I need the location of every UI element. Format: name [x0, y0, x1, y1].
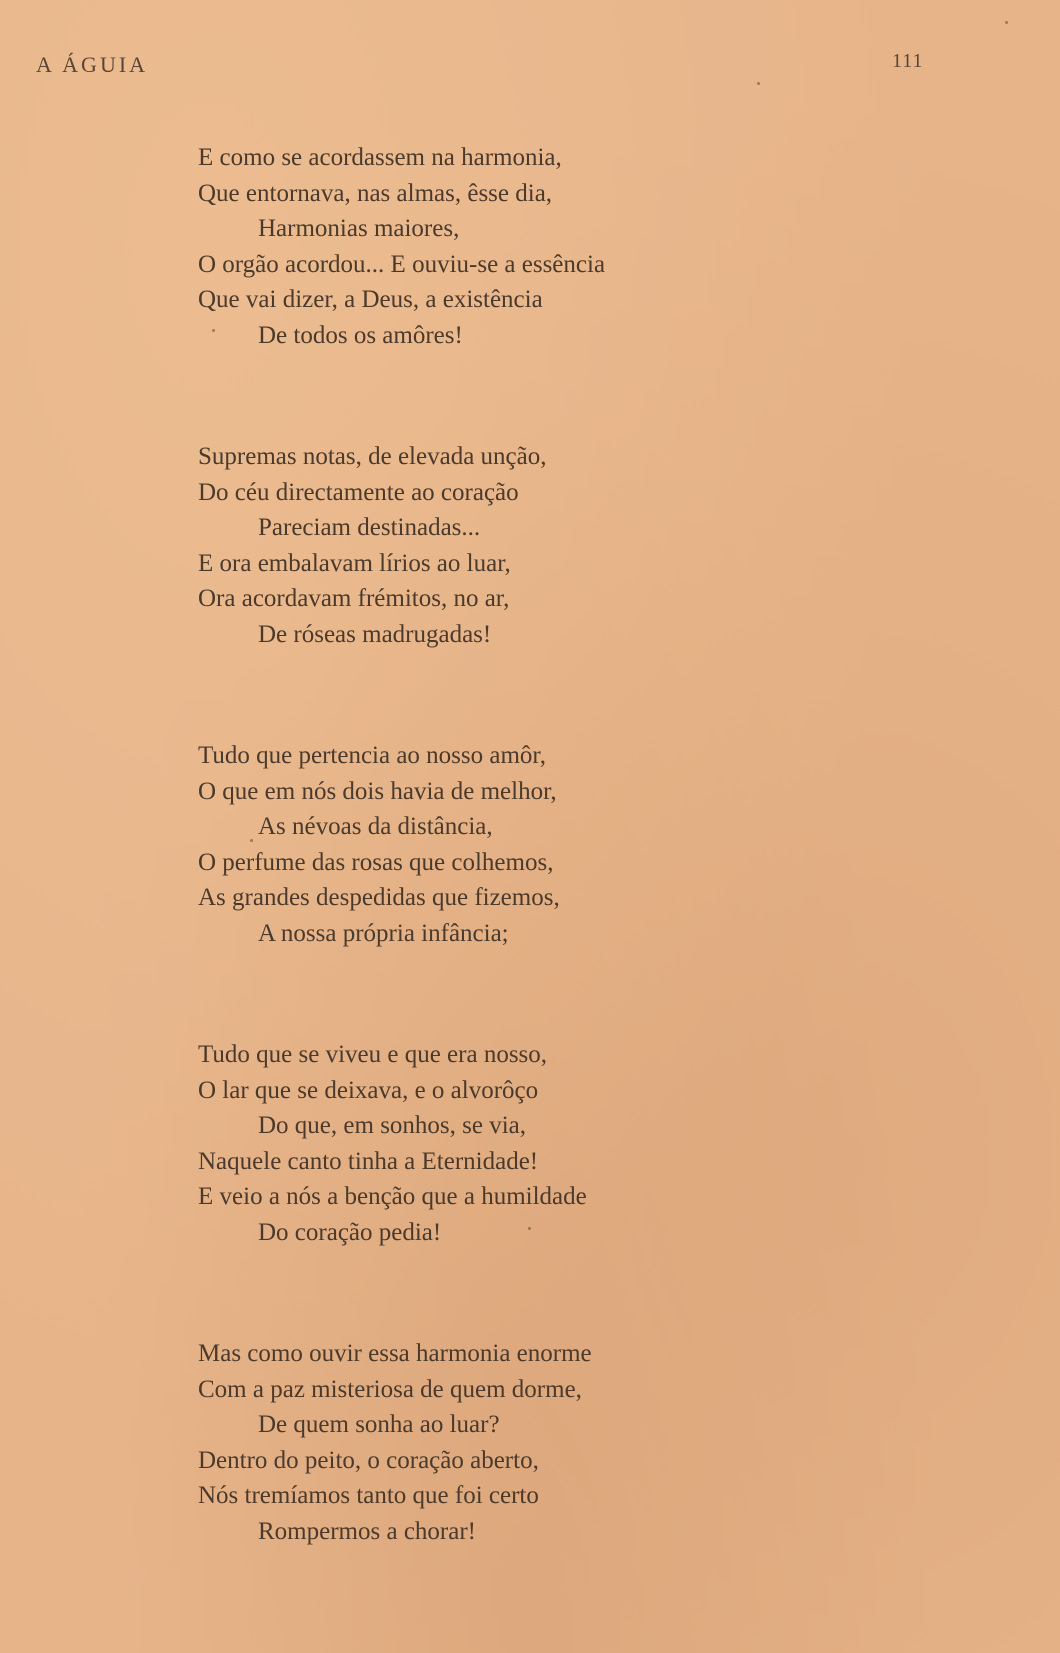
verse-line-indented: De róseas madrugadas! — [258, 620, 492, 648]
verse-line: O lar que se deixava, e o alvorôço — [198, 1076, 539, 1104]
verse-line: Ora acordavam frémitos, no ar, — [198, 585, 510, 612]
verse-line: Tudo que pertencia ao nosso amôr, — [198, 742, 547, 769]
stanza-4 — [198, 1037, 958, 1250]
running-head: A ÁGUIA — [36, 52, 149, 77]
verse-line: E veio a nós a benção que a humildade — [198, 1183, 587, 1210]
verse-line-indented: A nossa própria infância; — [258, 919, 509, 947]
paper-speck — [250, 839, 253, 842]
verse-line: O perfume das rosas que colhemos, — [198, 848, 554, 876]
verse-line-indented: De todos os amôres! — [258, 321, 463, 349]
verse-line-indented: As névoas da distância, — [258, 813, 493, 840]
verse-line-indented: Pareciam destinadas... — [258, 514, 481, 541]
poem — [198, 140, 958, 1549]
verse-line: Naquele canto tinha a Eternidade! — [198, 1147, 539, 1175]
verse-line-indented: Do coração pedia! — [258, 1218, 442, 1246]
verse-line: E ora embalavam lírios ao luar, — [198, 549, 511, 577]
verse-line-indented: Do que, em sonhos, se via, — [258, 1112, 527, 1139]
verse-line: Com a paz misteriosa de quem dorme, — [198, 1375, 582, 1403]
verse-line-indented: De quem sonha ao luar? — [258, 1411, 500, 1438]
verse-line: Que vai dizer, a Deus, a existência — [198, 286, 543, 313]
verse-line: Mas como ouvir essa harmonia enorme — [198, 1340, 592, 1367]
verse-line: Do céu directamente ao coração — [198, 478, 519, 506]
verse-line: E como se acordassem na harmonia, — [198, 144, 562, 171]
verse-line: Dentro do peito, o coração aberto, — [198, 1446, 539, 1474]
verse-line: O orgão acordou... E ouviu-se a essência — [198, 250, 606, 278]
verse-line-indented: Rompermos a chorar! — [258, 1517, 476, 1545]
paper-speck — [1005, 21, 1008, 24]
verse-line: Supremas notas, de elevada unção, — [198, 443, 547, 470]
paper-speck — [757, 82, 760, 85]
verse-line: Tudo que se viveu e que era nosso, — [198, 1041, 548, 1068]
verse-line: O que em nós dois havia de melhor, — [198, 777, 557, 805]
paper-speck — [212, 329, 215, 332]
verse-line: As grandes despedidas que fizemos, — [198, 884, 560, 911]
stanza-5 — [198, 1336, 958, 1549]
stanza-3 — [198, 738, 958, 951]
page-number: 111 — [892, 50, 924, 72]
stanza-1 — [198, 140, 958, 353]
paper-speck — [528, 1227, 531, 1230]
stanza-2 — [198, 439, 958, 652]
verse-line: Que entornava, nas almas, êsse dia, — [198, 179, 553, 207]
verse-line-indented: Harmonias maiores, — [258, 215, 460, 242]
verse-line: Nós tremíamos tanto que foi certo — [198, 1482, 539, 1509]
